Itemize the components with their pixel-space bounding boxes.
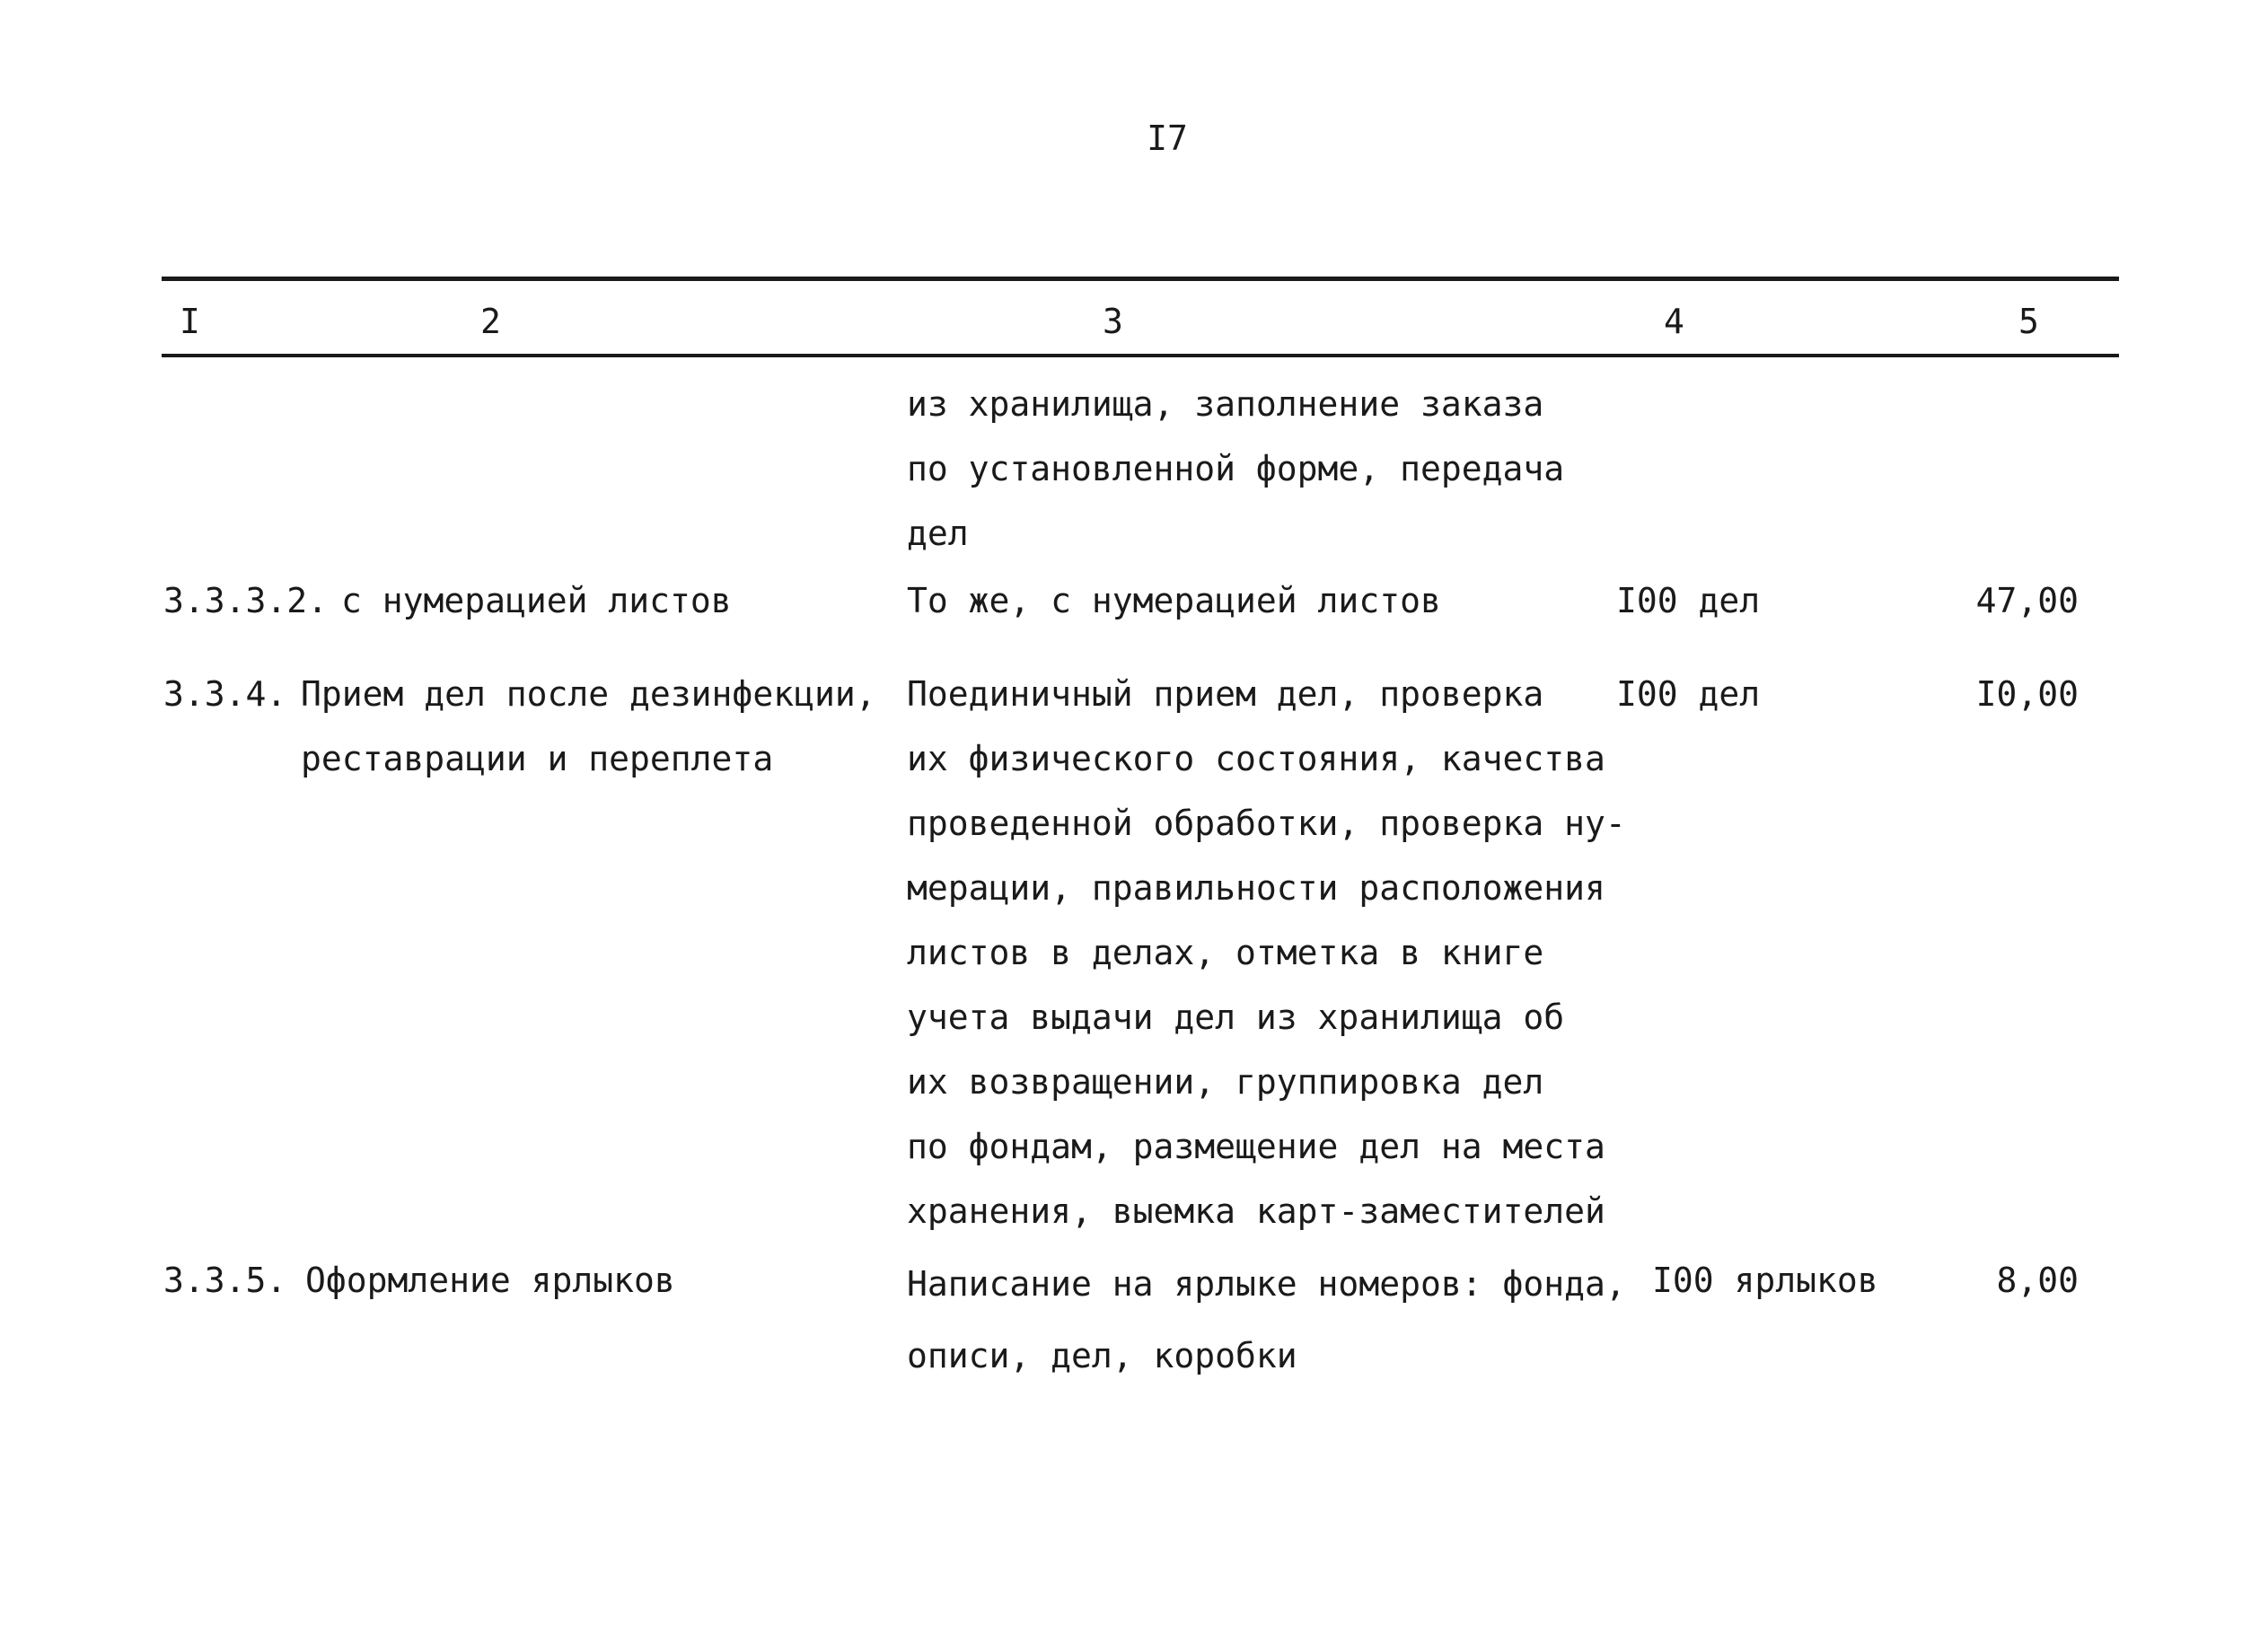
- row-description: [907, 568, 1441, 633]
- description-line: их возвращении, группировка дел: [907, 1062, 1544, 1102]
- description-line: проведенной обработки, проверка ну-: [907, 804, 1626, 843]
- item-value: I0,00: [1975, 674, 2079, 714]
- item-unit: I00 дел: [1616, 674, 1761, 714]
- description-line: Поединичный прием дел, проверка: [907, 674, 1544, 714]
- item-name: [301, 662, 876, 791]
- description-line: дел: [907, 514, 969, 553]
- item-number: 3.3.4.: [163, 674, 287, 714]
- description-line: описи, дел, коробки: [907, 1336, 1297, 1375]
- item-unit: I00 ярлыков: [1652, 1261, 1878, 1300]
- description-line: То же, с нумерацией листов: [907, 581, 1441, 620]
- item-name: [305, 1248, 675, 1313]
- item-number: 3.3.5.: [163, 1261, 287, 1300]
- column-header-4: 4: [1664, 302, 1684, 341]
- table-header-rule: [162, 354, 2119, 357]
- description-line: мерации, правильности расположения: [907, 868, 1605, 908]
- item-unit: I00 дел: [1616, 581, 1761, 620]
- item-value: 8,00: [1996, 1261, 2079, 1300]
- description-line: из хранилища, заполнение заказа: [907, 384, 1544, 424]
- item-name-line: Прием дел после дезинфекции,: [301, 674, 876, 714]
- item-value: 47,00: [1975, 581, 2079, 620]
- item-name-line: реставрации и переплета: [301, 739, 774, 778]
- item-name-line: с нумерацией листов: [341, 581, 732, 620]
- description-line: Написание на ярлыке номеров: фонда,: [907, 1264, 1626, 1304]
- column-header-3: 3: [1103, 302, 1123, 341]
- row-description: [907, 372, 1564, 566]
- item-number: 3.3.3.2.: [163, 581, 329, 620]
- description-line: по установленной форме, передача: [907, 449, 1565, 488]
- description-line: хранения, выемка карт-заместителей: [907, 1191, 1605, 1231]
- item-name-line: Оформление ярлыков: [305, 1261, 675, 1300]
- column-header-5: 5: [2018, 302, 2039, 341]
- column-header-1: I: [180, 302, 200, 341]
- column-header-2: 2: [480, 302, 501, 341]
- description-line: их физического состояния, качества: [907, 739, 1605, 778]
- item-name: [341, 568, 732, 633]
- description-line: листов в делах, отметка в книге: [907, 933, 1544, 972]
- table-top-rule: [162, 277, 2119, 281]
- row-description: [907, 662, 1626, 1243]
- page-number: I7: [1147, 119, 1188, 158]
- row-description: [907, 1248, 1626, 1392]
- description-line: учета выдачи дел из хранилища об: [907, 997, 1565, 1037]
- description-line: по фондам, размещение дел на места: [907, 1127, 1605, 1166]
